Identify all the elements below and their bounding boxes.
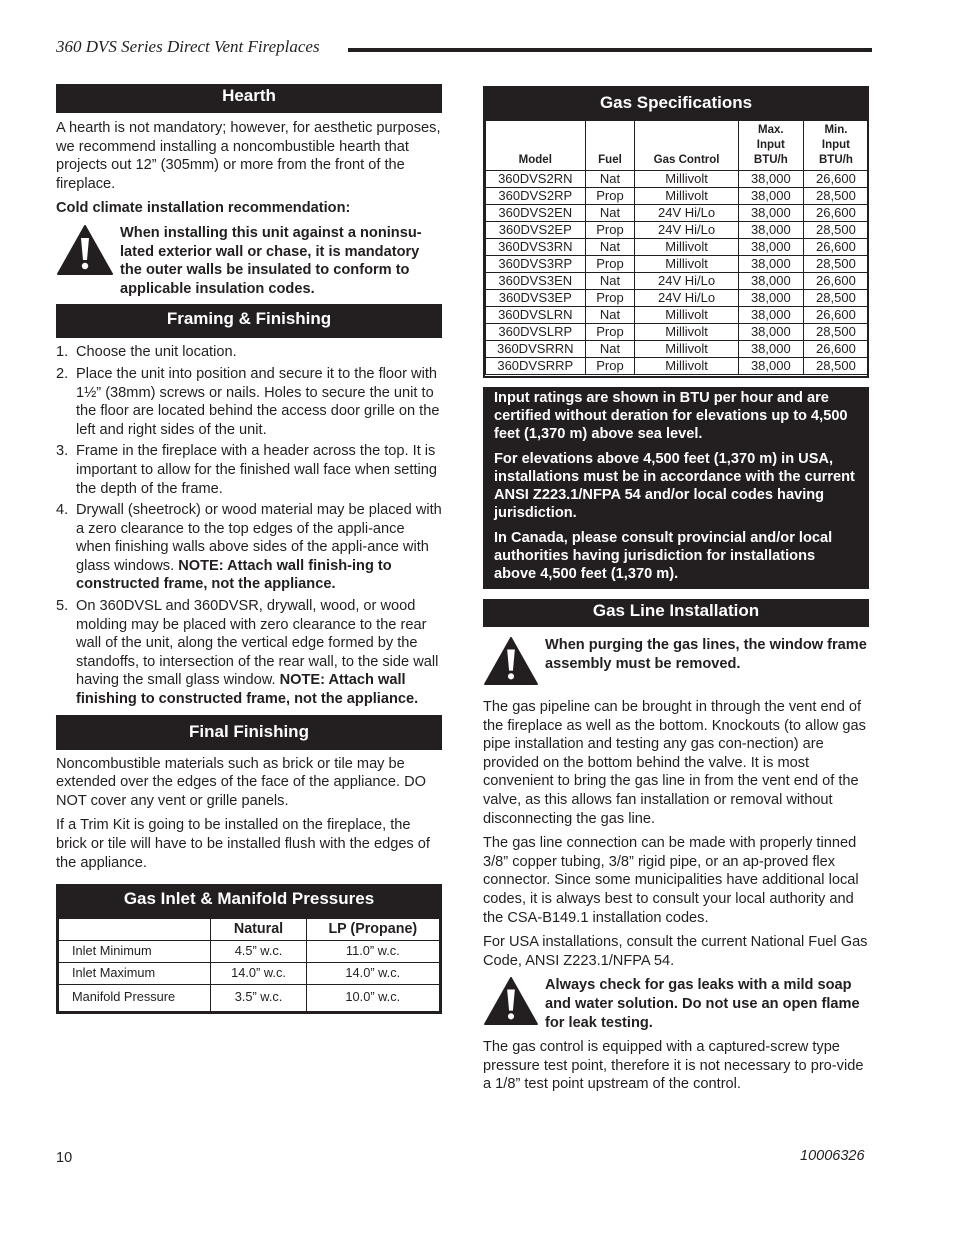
list-item: 3. Frame in the fireplace with a header across the top. It is important to allow for the finished wall face when setting the depth of the frame. bbox=[56, 443, 437, 497]
table-cell: 26,600 bbox=[803, 205, 868, 222]
warning-icon bbox=[483, 636, 539, 686]
gas-line-heading: Gas Line Installation bbox=[483, 599, 869, 627]
table-cell: 38,000 bbox=[738, 222, 803, 239]
table-cell: Prop bbox=[585, 188, 635, 205]
table-cell: 360DVS3EN bbox=[486, 273, 586, 290]
warning-icon bbox=[56, 224, 114, 276]
table-cell: Nat bbox=[585, 171, 635, 188]
table-cell: 26,600 bbox=[803, 273, 868, 290]
table-row bbox=[486, 307, 869, 324]
leak-warning-text: Always check for gas leaks with a mild soap and water solution. Do not use an open flame for leak testing. bbox=[545, 977, 860, 1031]
running-header: 360 DVS Series Direct Vent Fireplaces bbox=[56, 37, 320, 56]
table-cell: Millivolt bbox=[635, 341, 738, 358]
table-cell: 26,600 bbox=[803, 307, 868, 324]
list-item: 5. On 360DVSL and 360DVSR, drywall, wood, or wood molding may be placed with zero clearance to the rear wall of the unit, along the vertical edge formed by the standoffs, to intersection of the rear wall, to the side wall having the small glass window. NOTE: Attach wall finishing to constructed frame, not the appliance. bbox=[56, 598, 439, 708]
table-row bbox=[486, 205, 869, 222]
table-cell: Nat bbox=[585, 239, 635, 256]
purge-warning bbox=[483, 636, 869, 686]
table-cell: Millivolt bbox=[635, 324, 738, 341]
left-column bbox=[56, 84, 442, 1014]
table-cell: 28,500 bbox=[803, 188, 868, 205]
ratings-paragraph-3: In Canada, please consult provincial and/or local authorities having jurisdiction for installations above 4,500 feet (1,370 m). bbox=[494, 530, 833, 582]
table-cell: 360DVS2EP bbox=[486, 222, 586, 239]
table-row bbox=[486, 239, 869, 256]
table-cell: 38,000 bbox=[738, 205, 803, 222]
right-column bbox=[483, 86, 869, 1100]
table-cell: Millivolt bbox=[635, 188, 738, 205]
table-cell: 38,000 bbox=[738, 256, 803, 273]
gas-line-paragraph-4: The gas control is equipped with a captured-screw type pressure test point, therefore it is not necessary to pro-vide a 1/8” test point upstream of the control. bbox=[483, 1039, 864, 1093]
table-header-row: Natural LP (Propane) bbox=[59, 919, 440, 941]
input-ratings-note bbox=[483, 387, 869, 589]
table-cell: Prop bbox=[585, 324, 635, 341]
purge-warning-text: When purging the gas lines, the window frame assembly must be removed. bbox=[545, 637, 867, 672]
ratings-paragraph-2: For elevations above 4,500 feet (1,370 m) in USA, installations must be in accordance with the current ANSI Z223.1/NFPA 54 and/or local codes having jurisdiction. bbox=[494, 451, 855, 521]
gas-specifications-heading: Gas Specifications bbox=[485, 88, 867, 120]
table-cell: Nat bbox=[585, 341, 635, 358]
table-cell: Nat bbox=[585, 205, 635, 222]
table-cell: 38,000 bbox=[738, 307, 803, 324]
table-cell: Nat bbox=[585, 273, 635, 290]
table-cell: 360DVSLRP bbox=[486, 324, 586, 341]
warning-icon bbox=[483, 976, 539, 1026]
page-number: 10 bbox=[56, 1150, 73, 1166]
table-row bbox=[486, 290, 869, 307]
table-cell: 26,600 bbox=[803, 171, 868, 188]
table-row bbox=[486, 358, 869, 375]
table-cell: Prop bbox=[585, 256, 635, 273]
table-row bbox=[486, 222, 869, 239]
table-cell: 38,000 bbox=[738, 341, 803, 358]
gas-line-paragraph-3: For USA installations, consult the current National Fuel Gas Code, ANSI Z223.1/NFPA 54. bbox=[483, 934, 868, 969]
table-cell: 360DVS2RN bbox=[486, 171, 586, 188]
table-row bbox=[486, 324, 869, 341]
table-row bbox=[486, 256, 869, 273]
table-cell: 28,500 bbox=[803, 256, 868, 273]
ratings-paragraph-1: Input ratings are shown in BTU per hour and are certified without deration for elevations up to 4,500 feet (1,370 m) above sea level. bbox=[494, 390, 848, 442]
gas-line-paragraph-1: The gas pipeline can be brought in through the vent end of the fireplace as well as the bottom. Knockouts (to allow gas pipe installation and testing any gas con-nection) are provided on the bottom behind the valve. It is most convenient to bring the gas line in from the vent end of the valve, as this allows fan installation or removal without disconnecting the gas line. bbox=[483, 699, 866, 827]
table-cell: 38,000 bbox=[738, 324, 803, 341]
list-item: 2. Place the unit into position and secure it to the floor with 1½” (38mm) screws or nails. Holes to secure the unit to the floor are located behind the access door grille on the left and right sides of the unit. bbox=[56, 365, 440, 438]
table-cell: Millivolt bbox=[635, 239, 738, 256]
table-cell: 360DVS2RP bbox=[486, 188, 586, 205]
gas-inlet-box bbox=[56, 884, 442, 1014]
list-item: 1. Choose the unit location. bbox=[56, 344, 237, 361]
table-cell: Millivolt bbox=[635, 358, 738, 375]
table-cell: 38,000 bbox=[738, 171, 803, 188]
table-cell: 28,500 bbox=[803, 324, 868, 341]
gas-specifications-box bbox=[483, 86, 869, 378]
final-finishing-paragraph-1: Noncombustible materials such as brick or tile may be extended over the edges of the face of the appliance. DO NOT cover any vent or grille panels. bbox=[56, 755, 426, 809]
table-cell: Prop bbox=[585, 358, 635, 375]
list-item: 4. Drywall (sheetrock) or wood material may be placed with a zero clearance to the top edges of the appli-ance when finishing walls above sides of the appli-ance with glass windows. NOTE: Attach wall finish-ing to constructed frame, not the appliance. bbox=[56, 502, 442, 593]
table-cell: 24V Hi/Lo bbox=[635, 290, 738, 307]
cold-climate-label: Cold climate installation recommendation: bbox=[56, 200, 351, 217]
table-header-row: Model Fuel Gas Control Max. Input BTU/h Min. Input BTU/h bbox=[486, 121, 869, 171]
hearth-heading: Hearth bbox=[56, 84, 442, 113]
table-cell: Millivolt bbox=[635, 256, 738, 273]
hearth-warning-text: When installing this unit against a noninsu-lated exterior wall or chase, it is mandatory the outer walls be insulated to conform to applicable insulation codes. bbox=[120, 224, 422, 297]
table-row: Inlet Maximum 14.0” w.c. 14.0” w.c. bbox=[59, 962, 440, 984]
table-cell: 360DVSLRN bbox=[486, 307, 586, 324]
leak-warning bbox=[483, 976, 869, 1032]
table-cell: 24V Hi/Lo bbox=[635, 273, 738, 290]
table-cell: 360DVS3RN bbox=[486, 239, 586, 256]
table-cell: Nat bbox=[585, 307, 635, 324]
table-row bbox=[486, 171, 869, 188]
table-cell: 24V Hi/Lo bbox=[635, 205, 738, 222]
final-finishing-heading: Final Finishing bbox=[56, 715, 442, 750]
table-cell: 38,000 bbox=[738, 239, 803, 256]
gas-inlet-heading: Gas Inlet & Manifold Pressures bbox=[58, 886, 440, 918]
framing-heading: Framing & Finishing bbox=[56, 304, 442, 338]
table-row bbox=[486, 188, 869, 205]
gas-inlet-table bbox=[58, 918, 440, 1012]
table-cell: 38,000 bbox=[738, 290, 803, 307]
table-cell: Millivolt bbox=[635, 307, 738, 324]
table-cell: 24V Hi/Lo bbox=[635, 222, 738, 239]
table-cell: 26,600 bbox=[803, 239, 868, 256]
gas-line-paragraph-2: The gas line connection can be made with properly tinned 3/8” copper tubing, 3/8” rigid pipe, or an ap-proved flex connector. Since some municipalities have additional local codes, it is always best to consult your local authority and the CSA-B149.1 installation codes. bbox=[483, 835, 859, 926]
table-row bbox=[486, 273, 869, 290]
header-rule bbox=[348, 48, 872, 52]
table-cell: 360DVS3RP bbox=[486, 256, 586, 273]
table-cell: Prop bbox=[585, 290, 635, 307]
table-cell: 38,000 bbox=[738, 188, 803, 205]
table-cell: 360DVSRRN bbox=[486, 341, 586, 358]
table-row: Manifold Pressure 3.5” w.c. 10.0” w.c. bbox=[59, 984, 440, 1011]
table-cell: 38,000 bbox=[738, 273, 803, 290]
hearth-paragraph: A hearth is not mandatory; however, for aesthetic purposes, we recommend installing a noncombustible hearth that projects out 12” (305mm) or more from the front of the fireplace. bbox=[56, 120, 441, 192]
table-cell: 360DVS2EN bbox=[486, 205, 586, 222]
document-number: 10006326 bbox=[800, 1148, 865, 1164]
table-cell: Millivolt bbox=[635, 171, 738, 188]
final-finishing-paragraph-2: If a Trim Kit is going to be installed on the fireplace, the brick or tile will have to be installed flush with the edges of the appliance. bbox=[56, 817, 430, 871]
table-cell: 38,000 bbox=[738, 358, 803, 375]
gas-specifications-table bbox=[485, 120, 869, 375]
table-row bbox=[486, 341, 869, 358]
framing-steps bbox=[56, 343, 442, 708]
table-cell: 28,500 bbox=[803, 358, 868, 375]
table-cell: 26,600 bbox=[803, 341, 868, 358]
table-row: Inlet Minimum 4.5” w.c. 11.0” w.c. bbox=[59, 940, 440, 962]
table-cell: Prop bbox=[585, 222, 635, 239]
table-cell: 360DVSRRP bbox=[486, 358, 586, 375]
hearth-warning bbox=[56, 224, 442, 298]
table-cell: 28,500 bbox=[803, 290, 868, 307]
table-cell: 28,500 bbox=[803, 222, 868, 239]
table-cell: 360DVS3EP bbox=[486, 290, 586, 307]
